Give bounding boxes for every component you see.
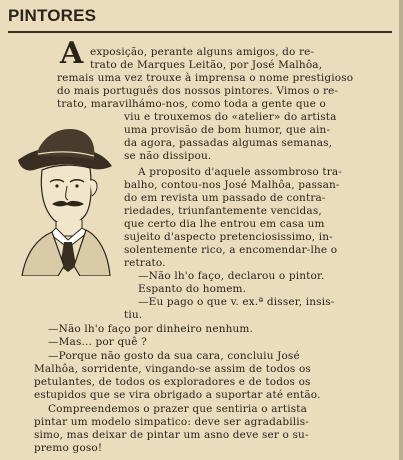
text-line: petulantes, de todos os exploradores e de todos os (34, 376, 311, 388)
text-line: —Não lh'o faço, declarou o pintor. (138, 270, 325, 282)
text-line: tiu. (124, 309, 143, 321)
text-line: Compreendemos o prazer que sentiria o artista (48, 403, 308, 415)
text-line: balho, contou-nos José Malhôa, passan- (124, 179, 340, 191)
text-line: trato, maravilhámo-nos, como toda a gente que o (57, 98, 327, 110)
text-line: sujeito d'aspecto pretenciosissimo, in- (124, 231, 333, 243)
text-line: viu e trouxemos do «atelier» do artista (124, 111, 337, 123)
text-line: uma provisão de bom humor, que ain- (124, 124, 331, 136)
text-line: simo, mas deixar de pintar um asno deve ser o su- (34, 429, 309, 441)
text-line: que certo dia lhe entrou em casa um (124, 218, 325, 230)
text-line: —Mas... por quê ? (48, 336, 147, 348)
text-line: remais uma vez trouxe à imprensa o nome prestigioso (57, 72, 354, 84)
text-line: trato de Marques Leitão, por José Malhôa, (90, 59, 323, 71)
heading-rule (8, 31, 392, 33)
text-line: estupidos que se vira obrigado a suportar até então. (34, 389, 321, 401)
page-edge (399, 0, 403, 460)
text-line: Espanto do homem. (138, 283, 247, 295)
text-line: do mais português dos nossos pintores. Vimos o re- (57, 85, 339, 97)
text-line: —Não lh'o faço por dinheiro nenhum. (48, 323, 254, 335)
text-line: A proposito d'aquele assombroso tra- (138, 166, 342, 178)
text-line: da agora, passadas algumas semanas, (124, 137, 333, 149)
text-line: pintar um modelo simpatico: deve ser agradabilis- (34, 416, 310, 428)
text-line: —Porque não gosto da sua cara, concluiu José (48, 350, 300, 362)
text-line: —Eu pago o que v. ex.ª disser, insis- (138, 296, 335, 308)
portrait-illustration (12, 126, 120, 276)
text-line: exposição, perante alguns amigos, do re- (90, 46, 315, 58)
text-line: solentemente rico, a encomendar-lhe o (124, 244, 338, 256)
text-line: riedades, triunfantemente vencidas, (124, 205, 322, 217)
text-line: retrato. (124, 257, 166, 269)
text-line: do em revista um passado de contra- (124, 192, 326, 204)
text-line: premo goso! (34, 442, 103, 454)
text-line: Malhôa, sorridente, vingando-se assim de todos os (34, 363, 311, 375)
drop-cap: A (60, 36, 84, 71)
article-heading: PINTORES (8, 6, 97, 25)
text-line: se não dissipou. (124, 150, 212, 162)
